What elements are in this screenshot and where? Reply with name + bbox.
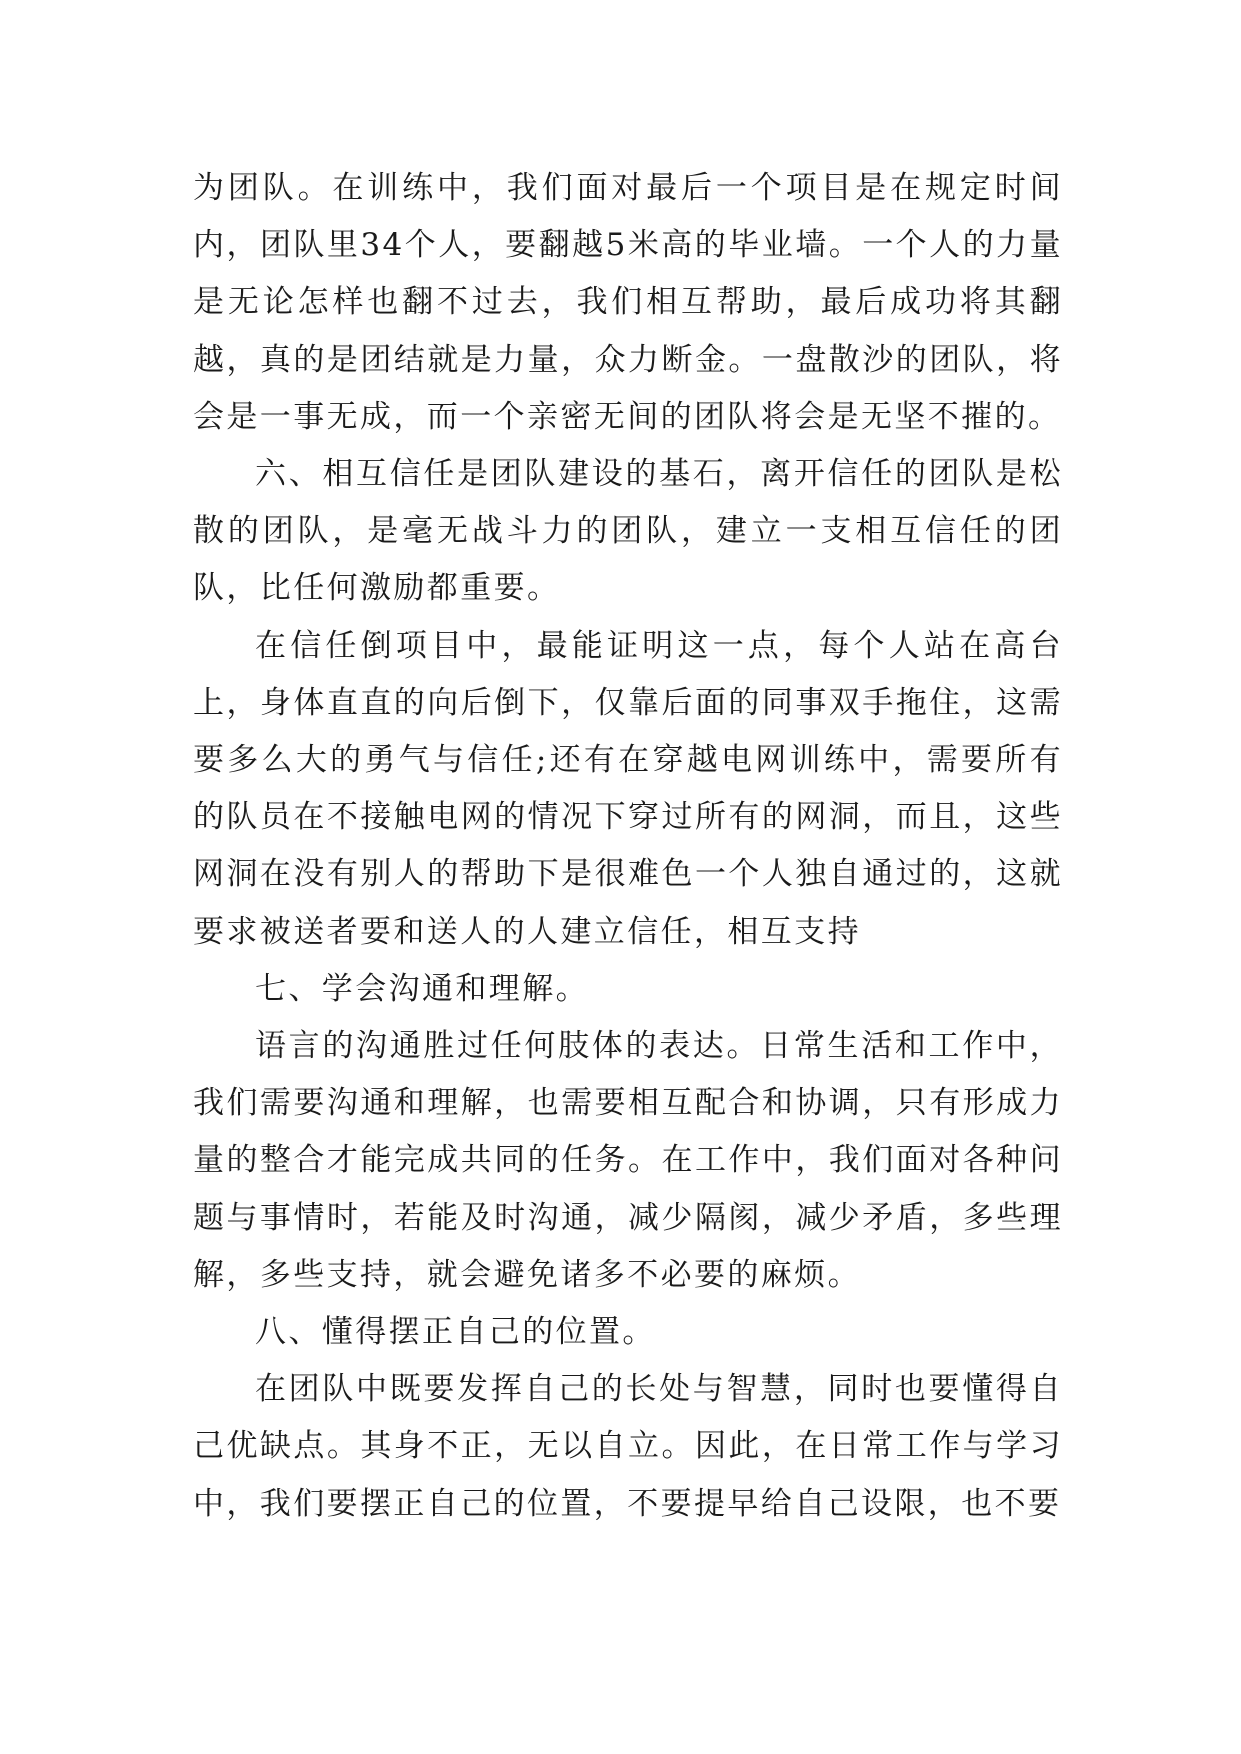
paragraph-communication: 语言的沟通胜过任何肢体的表达。日常生活和工作中，我们需要沟通和理解，也需要相互配合和协调，只有形成力量的整合才能完成共同的任务。在工作中，我们面对各种问题与事情时，若能及时沟通，减少隔阂，减少矛盾，多些理解，多些支持，就会避免诸多不必要的麻烦。 bbox=[193, 1028, 1063, 1293]
heading-section-eight: 八、懂得摆正自己的位置。 bbox=[255, 1314, 656, 1351]
paragraph-section-six-trust: 六、相互信任是团队建设的基石，离开信任的团队是松散的团队，是毫无战斗力的团队，建立一支相互信任的团队，比任何激励都重要。 bbox=[193, 456, 1063, 607]
heading-section-seven: 七、学会沟通和理解。 bbox=[255, 970, 589, 1007]
paragraph-position: 在团队中既要发挥自己的长处与智慧，同时也要懂得自己优缺点。其身不正，无以自立。因此，在日常工作与学习中，我们要摆正自己的位置，不要提早给自己设限，也不要 bbox=[193, 1371, 1063, 1522]
document-body bbox=[193, 160, 1063, 1533]
paragraph-teamwork-wall: 为团队。在训练中，我们面对最后一个项目是在规定时间内，团队里34个人，要翻越5米高的毕业墙。一个人的力量是无论怎样也翻不过去，我们相互帮助，最后成功将其翻越，真的是团结就是力量，众力断金。一盘散沙的团队，将会是一事无成，而一个亲密无间的团队将会是无坚不摧的。 bbox=[193, 170, 1063, 435]
paragraph-trust-fall: 在信任倒项目中，最能证明这一点，每个人站在高台上，身体直直的向后倒下，仅靠后面的同事双手拖住，这需要多么大的勇气与信任;还有在穿越电网训练中，需要所有的队员在不接触电网的情况下穿过所有的网洞，而且，这些网洞在没有别人的帮助下是很难色一个人独自通过的，这就要求被送者要和送人的人建立信任，相互支持 bbox=[193, 627, 1063, 950]
